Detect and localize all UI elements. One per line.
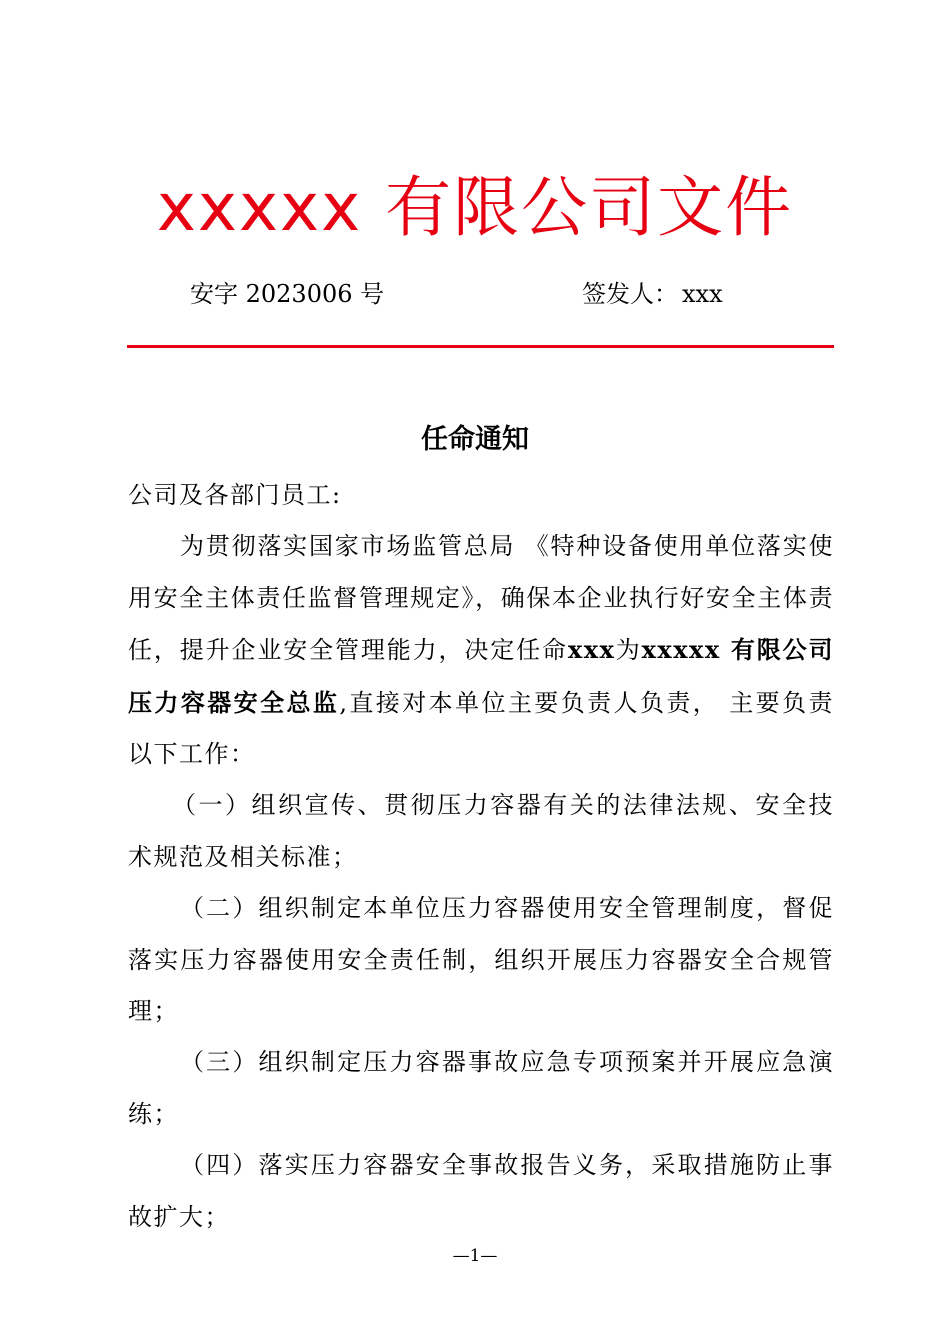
duty-item-3: （三）组织制定压力容器事故应急专项预案并开展应急演练； (128, 1048, 834, 1128)
intro-text-part2: 为 (615, 636, 642, 665)
header-divider (127, 345, 834, 348)
salutation: 公司及各部门员工: (128, 481, 342, 509)
signer-label: 签发人： (582, 280, 678, 308)
document-number: 安字 2023006 号 (190, 280, 385, 308)
intro-text-part3: ,直接对本单位主要负责人负责， 主要负责以下工作： (128, 688, 834, 769)
duty-item-1: （一）组织宣传、贯彻压力容器有关的法律法规、安全技术规范及相关标准； (128, 791, 834, 871)
intro-paragraph (128, 521, 834, 780)
notice-body (128, 470, 834, 1243)
notice-title: 任命通知 (421, 424, 529, 455)
duty-item-2: （二）组织制定本单位压力容器使用安全管理制度，督促落实压力容器使用安全责任制，组织开展压力容器安全合规管理； (128, 894, 834, 1026)
signer (582, 278, 723, 310)
signer-value: xxx (682, 280, 723, 308)
intro-text-part1: 为贯彻落实国家市场监管总局 《特种设备使用单位落实使用安全主体责任监督管理规定》，确保本企业执行好安全主体责任，提升企业安全管理能力，决定任命 (128, 532, 834, 665)
duty-item-4: （四）落实压力容器安全事故报告义务，采取措施防止事故扩大； (128, 1151, 834, 1231)
appointee-name: xxx (567, 635, 616, 665)
page-number: —1— (452, 1246, 498, 1266)
appointment-title: xxxxx 有限公司压力容器安全总监 (128, 635, 835, 717)
company-header-title: xxxxx 有限公司文件 (156, 169, 794, 246)
